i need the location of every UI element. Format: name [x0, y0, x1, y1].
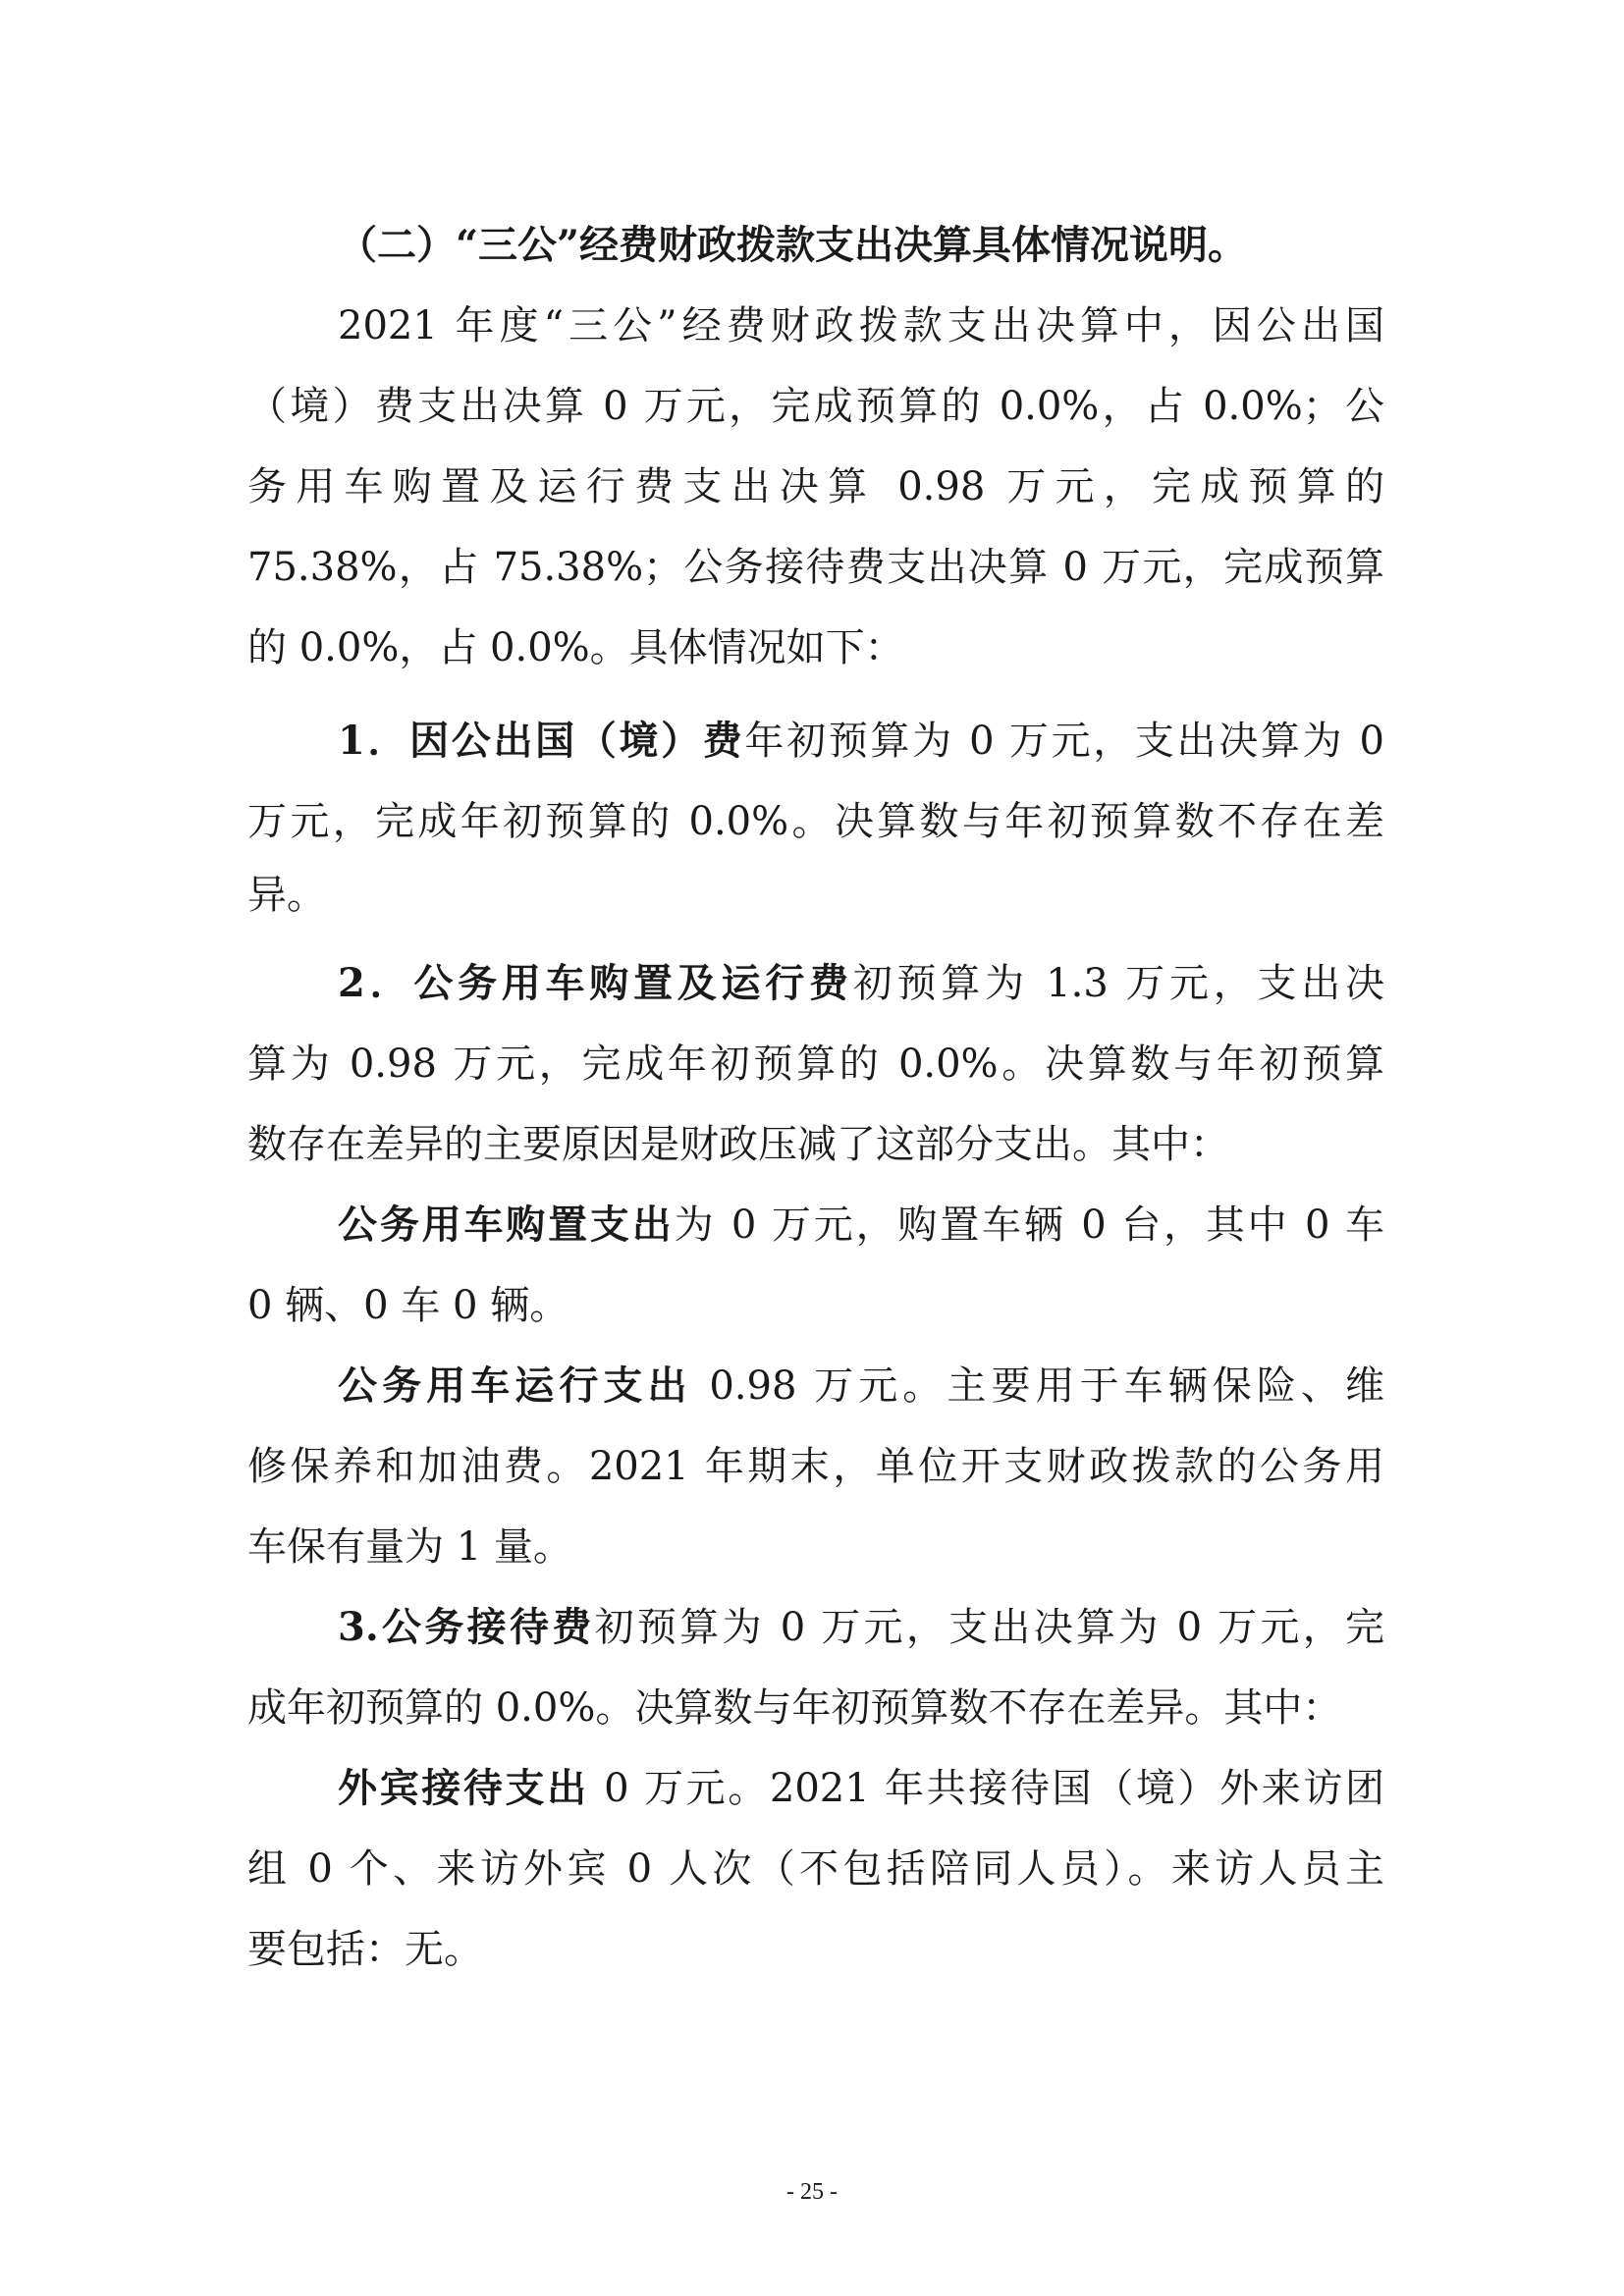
item2-first-line — [338, 943, 1384, 1024]
item2-title: 2．公务用车购置及运行费 — [338, 960, 853, 1006]
item2-line: 数存在差异的主要原因是财政压减了这部分支出。其中： — [247, 1122, 1229, 1167]
item2-text: 初预算为 1.3 万元，支出决 — [852, 961, 1384, 1006]
item3-text: 初预算为 0 万元，支出决算为 0 万元，完 — [594, 1605, 1384, 1650]
summary-line: 务用车购置及运行费支出决算 0.98 万元，完成预算的 — [247, 464, 1384, 509]
purchase-text: 为 0 万元，购置车辆 0 台，其中 0 车 — [674, 1202, 1385, 1248]
item1-line: 异。 — [247, 873, 326, 918]
purchase-first-line — [338, 1185, 1384, 1265]
item3-title: 3.公务接待费 — [338, 1604, 595, 1650]
page-number: - 25 - — [786, 2179, 838, 2205]
section-heading: （二）“三公”经费财政拨款支出决算具体情况说明。 — [338, 222, 1248, 268]
summary-line: 2021 年度“三公”经费财政拨款支出决算中，因公出国 — [338, 303, 1384, 348]
operation-line: 车保有量为 1 量。 — [247, 1524, 572, 1570]
item1-first-line — [338, 701, 1384, 781]
purchase-line: 0 辆、0 车 0 辆。 — [247, 1283, 569, 1328]
operation-line: 修保养和加油费。2021 年期末，单位开支财政拨款的公务用 — [247, 1444, 1384, 1489]
item1-title: 1．因公出国（境）费 — [338, 718, 745, 764]
item1-text: 年初预算为 0 万元，支出决算为 0 — [744, 719, 1384, 764]
operation-title: 公务用车运行支出 — [338, 1362, 692, 1409]
purchase-title: 公务用车购置支出 — [338, 1201, 675, 1248]
item2-line: 算为 0.98 万元，完成年初预算的 0.0%。决算数与年初预算 — [247, 1041, 1384, 1087]
summary-line: 75.38%，占 75.38%；公务接待费支出决算 0 万元，完成预算 — [247, 545, 1384, 590]
foreign-line: 要包括：无。 — [247, 1927, 483, 1972]
summary-line: 的 0.0%，占 0.0%。具体情况如下： — [247, 625, 904, 670]
item1-line: 万元，完成年初预算的 0.0%。决算数与年初预算数不存在差 — [247, 799, 1384, 844]
operation-first-line — [338, 1346, 1384, 1426]
foreign-text: 0 万元。2021 年共接待国（境）外来访团 — [588, 1766, 1385, 1811]
item3-first-line — [338, 1587, 1384, 1668]
foreign-line: 组 0 个、来访外宾 0 人次（不包括陪同人员）。来访人员主 — [247, 1846, 1384, 1892]
summary-line: （境）费支出决算 0 万元，完成预算的 0.0%，占 0.0%；公 — [247, 384, 1384, 429]
foreign-first-line — [338, 1748, 1384, 1829]
item3-line: 成年初预算的 0.0%。决算数与年初预算数不存在差异。其中： — [247, 1685, 1342, 1731]
operation-text: 0.98 万元。主要用于车辆保险、维 — [691, 1363, 1384, 1409]
foreign-title: 外宾接待支出 — [338, 1765, 589, 1811]
